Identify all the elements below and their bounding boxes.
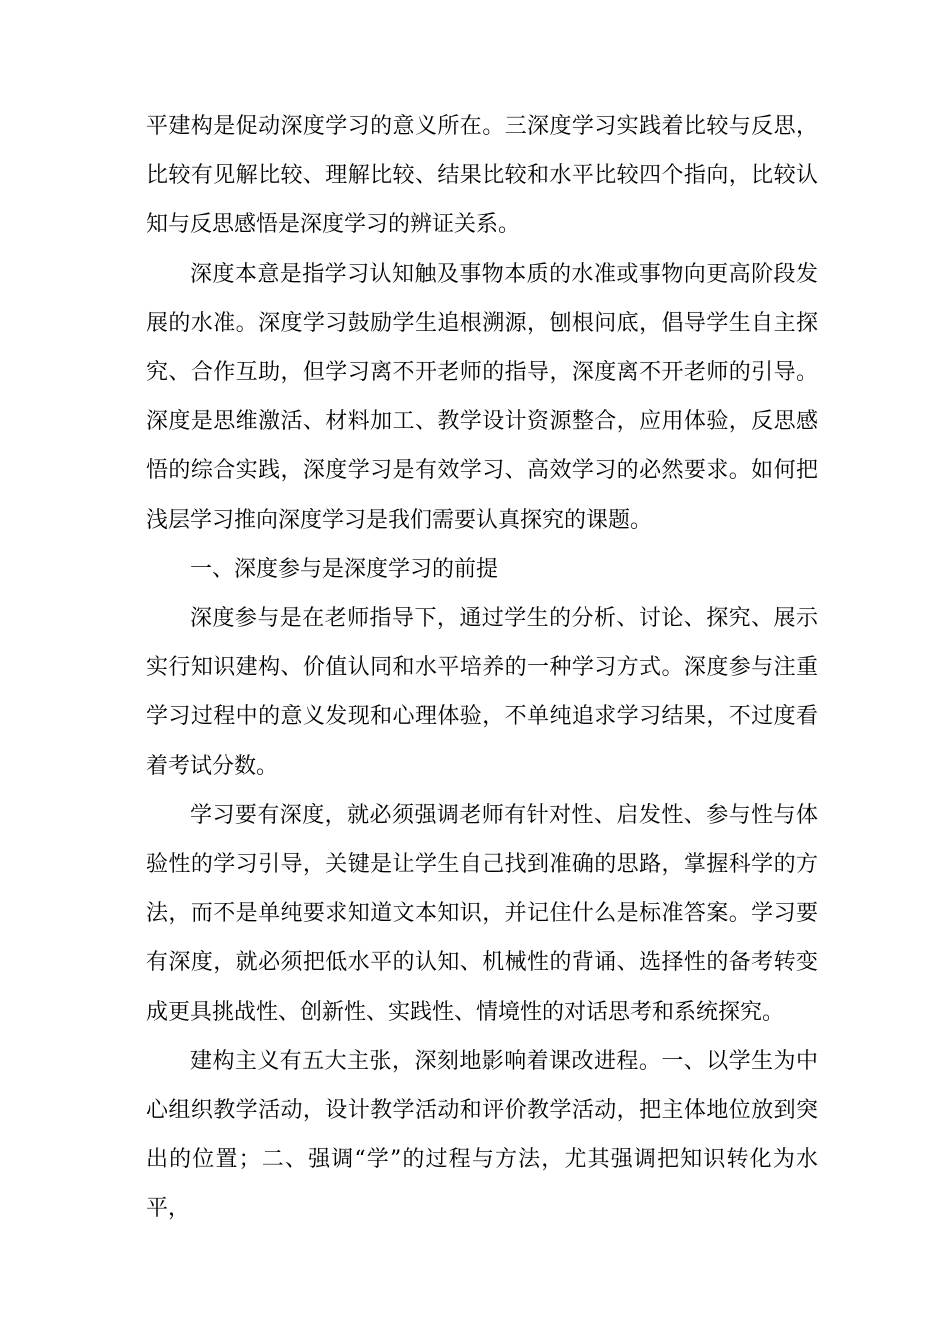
- section-heading-1: 一、深度参与是深度学习的前提: [190, 556, 499, 582]
- paragraph-3: 深度参与是在老师指导下，通过学生的分析、讨论、探究、展示实行知识建构、价值认同和水平培养的一种学习方式。深度参与注重学习过程中的意义发现和心理体验，不单纯追求学习结果，不过度看着考试分数。: [146, 606, 818, 779]
- paragraph-4: 学习要有深度，就必须强调老师有针对性、启发性、参与性与体验性的学习引导，关键是让学生自己找到准确的思路，掌握科学的方法，而不是单纯要求知道文本知识，并记住什么是标准答案。学习要有深度，就必须把低水平的认知、机械性的背诵、选择性的备考转变成更具挑战性、创新性、实践性、情境性的对话思考和系统探究。: [146, 802, 818, 1025]
- paragraph-2: 深度本意是指学习认知触及事物本质的水准或事物向更高阶段发展的水准。深度学习鼓励学生追根溯源，刨根问底，倡导学生自主探究、合作互助，但学习离不开老师的指导，深度离不开老师的引导。深度是思维激活、材料加工、教学设计资源整合，应用体验，反思感悟的综合实践，深度学习是有效学习、高效学习的必然要求。如何把浅层学习推向深度学习是我们需要认真探究的课题。: [146, 261, 818, 533]
- paragraph-5: 建构主义有五大主张，深刻地影响着课改进程。一、以学生为中心组织教学活动，设计教学活动和评价教学活动，把主体地位放到突出的位置；二、强调“学”的过程与方法，尤其强调把知识转化为水平，: [146, 1048, 818, 1222]
- document-body: [146, 102, 818, 1234]
- paragraph-1: 平建构是促动深度学习的意义所在。三深度学习实践着比较与反思，比较有见解比较、理解比较、结果比较和水平比较四个指向，比较认知与反思感悟是深度学习的辨证关系。: [146, 114, 818, 238]
